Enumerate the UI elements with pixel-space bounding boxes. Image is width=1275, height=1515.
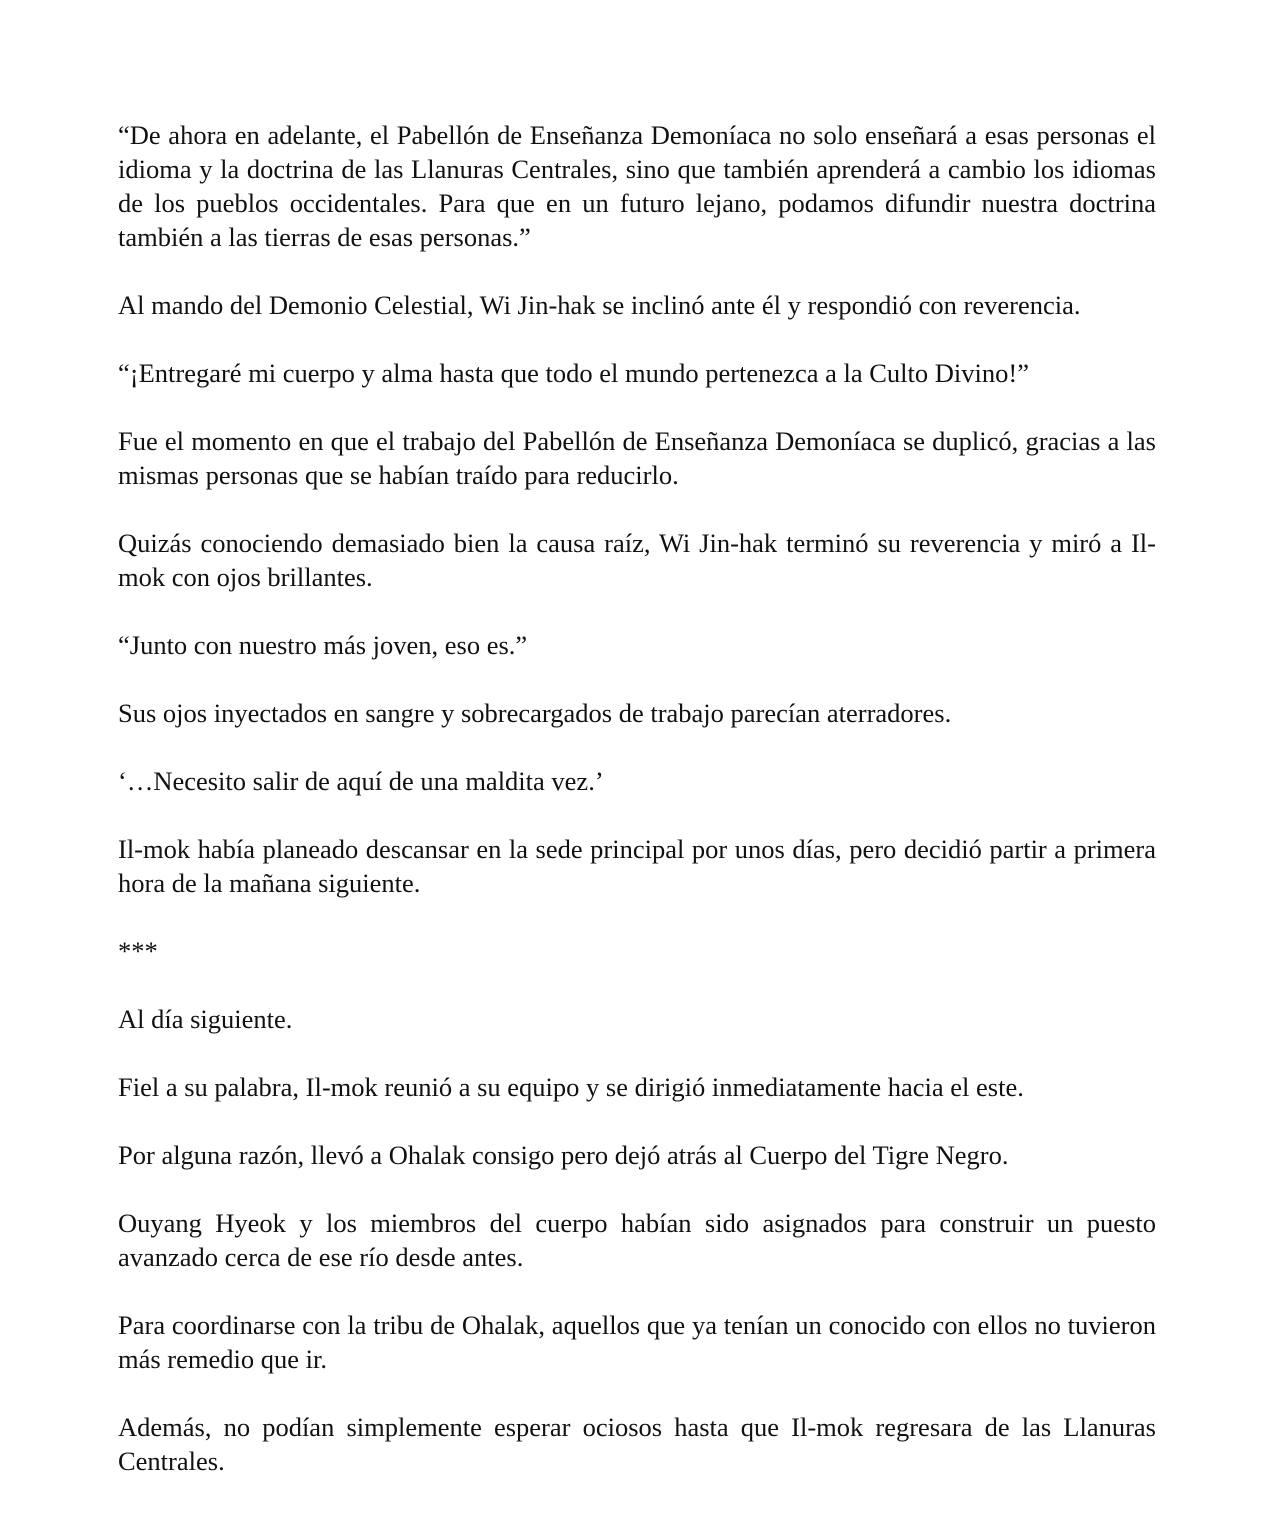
paragraph: “De ahora en adelante, el Pabellón de Enseñanza Demoníaca no solo enseñará a esas personas el idioma y la doctrina de las Llanuras Centrales, sino que también aprenderá a cambio los idiomas de los pueblos occidentales. Para que en un futuro lejano, podamos difundir nuestra doctrina también a las tierras de esas personas.” [118,120,1156,252]
paragraph: Al día siguiente. [118,1004,293,1034]
paragraph: “¡Entregaré mi cuerpo y alma hasta que todo el mundo pertenezca a la Culto Divino!” [118,358,1029,388]
paragraph: “Junto con nuestro más joven, eso es.” [118,630,528,660]
paragraph: Il-mok había planeado descansar en la sede principal por unos días, pero decidió partir a primera hora de la mañana siguiente. [118,834,1156,898]
paragraph: Además, no podían simplemente esperar ociosos hasta que Il-mok regresara de las Llanuras Centrales. [118,1412,1156,1476]
scene-break: *** [118,936,158,966]
paragraph: Quizás conociendo demasiado bien la causa raíz, Wi Jin-hak terminó su reverencia y miró a Il-mok con ojos brillantes. [118,528,1156,592]
paragraph: Ouyang Hyeok y los miembros del cuerpo habían sido asignados para construir un puesto avanzado cerca de ese río desde antes. [118,1208,1156,1272]
paragraph: Fiel a su palabra, Il-mok reunió a su equipo y se dirigió inmediatamente hacia el este. [118,1072,1024,1102]
paragraph: Al mando del Demonio Celestial, Wi Jin-hak se inclinó ante él y respondió con reverencia. [118,290,1081,320]
paragraph: Fue el momento en que el trabajo del Pabellón de Enseñanza Demoníaca se duplicó, gracias a las mismas personas que se habían traído para reducirlo. [118,426,1156,490]
document-page [118,118,1156,1478]
paragraph: ‘…Necesito salir de aquí de una maldita vez.’ [118,766,604,796]
paragraph: Sus ojos inyectados en sangre y sobrecargados de trabajo parecían aterradores. [118,698,952,728]
paragraph: Por alguna razón, llevó a Ohalak consigo pero dejó atrás al Cuerpo del Tigre Negro. [118,1140,1009,1170]
paragraph: Para coordinarse con la tribu de Ohalak, aquellos que ya tenían un conocido con ellos no tuvieron más remedio que ir. [118,1310,1156,1374]
